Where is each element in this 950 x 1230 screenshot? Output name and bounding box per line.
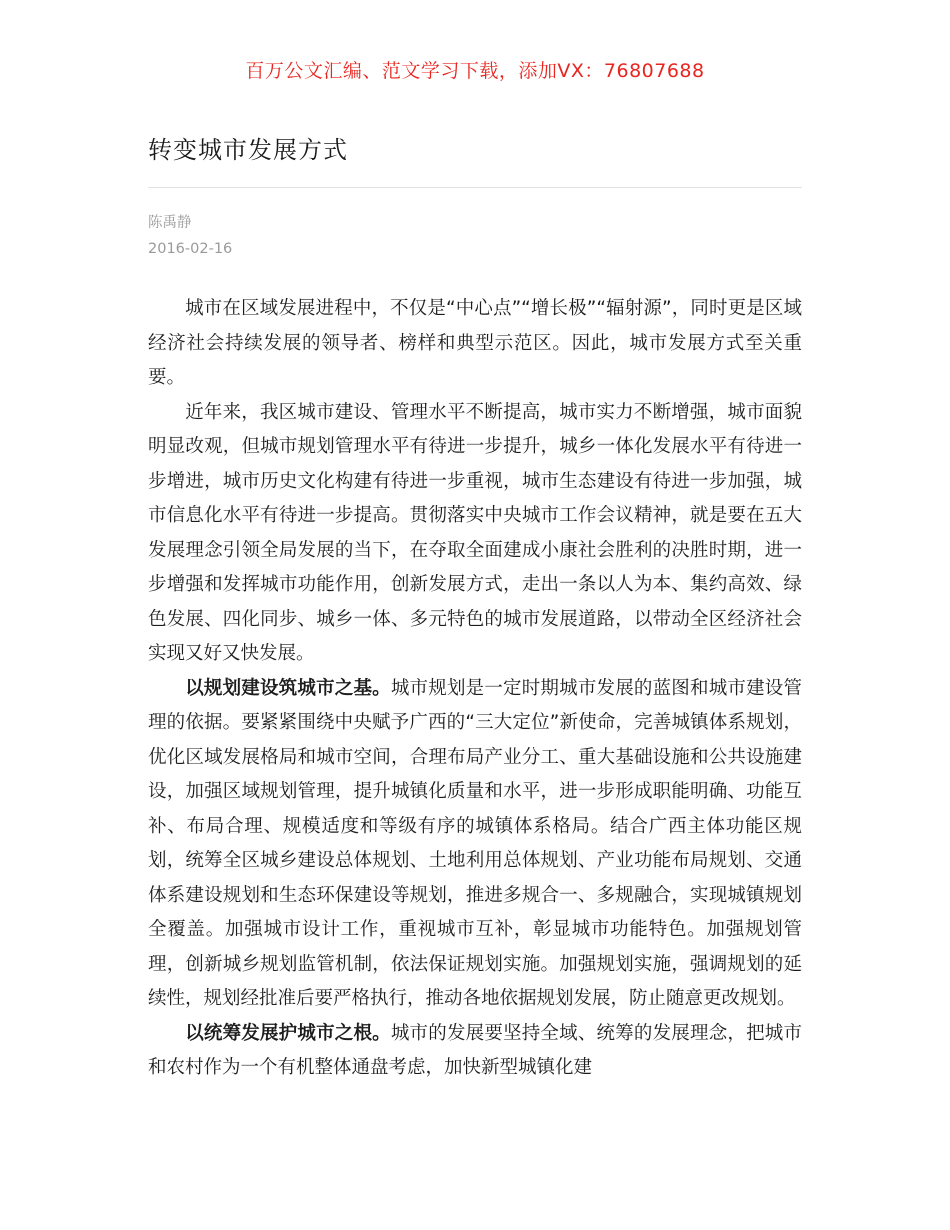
title-divider <box>148 187 802 188</box>
paragraph-4 <box>148 1017 802 1086</box>
document-content <box>148 130 802 1086</box>
promo-banner: 百万公文汇编、范文学习下载，添加VX：76807688 <box>245 60 705 82</box>
page-title: 转变城市发展方式 <box>148 136 348 164</box>
paragraph-text: 近年来，我区城市建设、管理水平不断提高，城市实力不断增强，城市面貌明显改观，但城市规划管理水平有待进一步提升，城乡一体化发展水平有待进一步增进，城市历史文化构建有待进一步重视，城市生态建设有待进一步加强，城市信息化水平有待进一步提高。贯彻落实中央城市工作会议精神，就是要在五大发展理念引领全局发展的当下，在夺取全面建成小康社会胜利的决胜时期，进一步增强和发挥城市功能作用，创新发展方式，走出一条以人为本、集约高效、绿色发展、四化同步、城乡一体、多元特色的城市发展道路，以带动全区经济社会实现又好又快发展。 <box>148 401 802 664</box>
paragraph-text: 城市规划是一定时期城市发展的蓝图和城市建设管理的依据。要紧紧围绕中央赋予广西的“三大定位”新使命，完善城镇体系规划，优化区域发展格局和城市空间，合理布局产业分工、重大基础设施和公共设施建设，加强区域规划管理，提升城镇化质量和水平，进一步形成职能明确、功能互补、布局合理、规模适度和等级有序的城镇体系格局。结合广西主体功能区规划，统筹全区城乡建设总体规划、土地利用总体规划、产业功能布局规划、交通体系建设规划和生态环保建设等规划，推进多规合一、多规融合，实现城镇规划全覆盖。加强城市设计工作，重视城市互补，彰显城市功能特色。加强规划管理，创新城乡规划监管机制，依法保证规划实施。加强规划实施，强调规划的延续性，规划经批准后要严格执行，推动各地依据规划发展，防止随意更改规划。 <box>148 677 802 1009</box>
paragraph-text: 城市在区域发展进程中，不仅是“中心点”“增长极”“辐射源”，同时更是区域经济社会持续发展的领导者、榜样和典型示范区。因此，城市发展方式至关重要。 <box>148 298 802 388</box>
paragraph-lead: 以统筹发展护城市之根。 <box>185 1022 391 1044</box>
paragraph-1 <box>148 292 802 396</box>
paragraph-text: 城市的发展要坚持全域、统筹的发展理念，把城市和农村作为一个有机整体通盘考虑，加快新型城镇化建 <box>148 1022 802 1078</box>
document-body <box>148 292 802 1086</box>
paragraph-lead: 以规划建设筑城市之基。 <box>185 677 391 699</box>
publish-date: 2016-02-16 <box>148 241 233 257</box>
document-meta <box>148 210 802 262</box>
paragraph-2 <box>148 396 802 672</box>
paragraph-3 <box>148 672 802 1017</box>
author-name: 陈禹静 <box>148 215 192 231</box>
